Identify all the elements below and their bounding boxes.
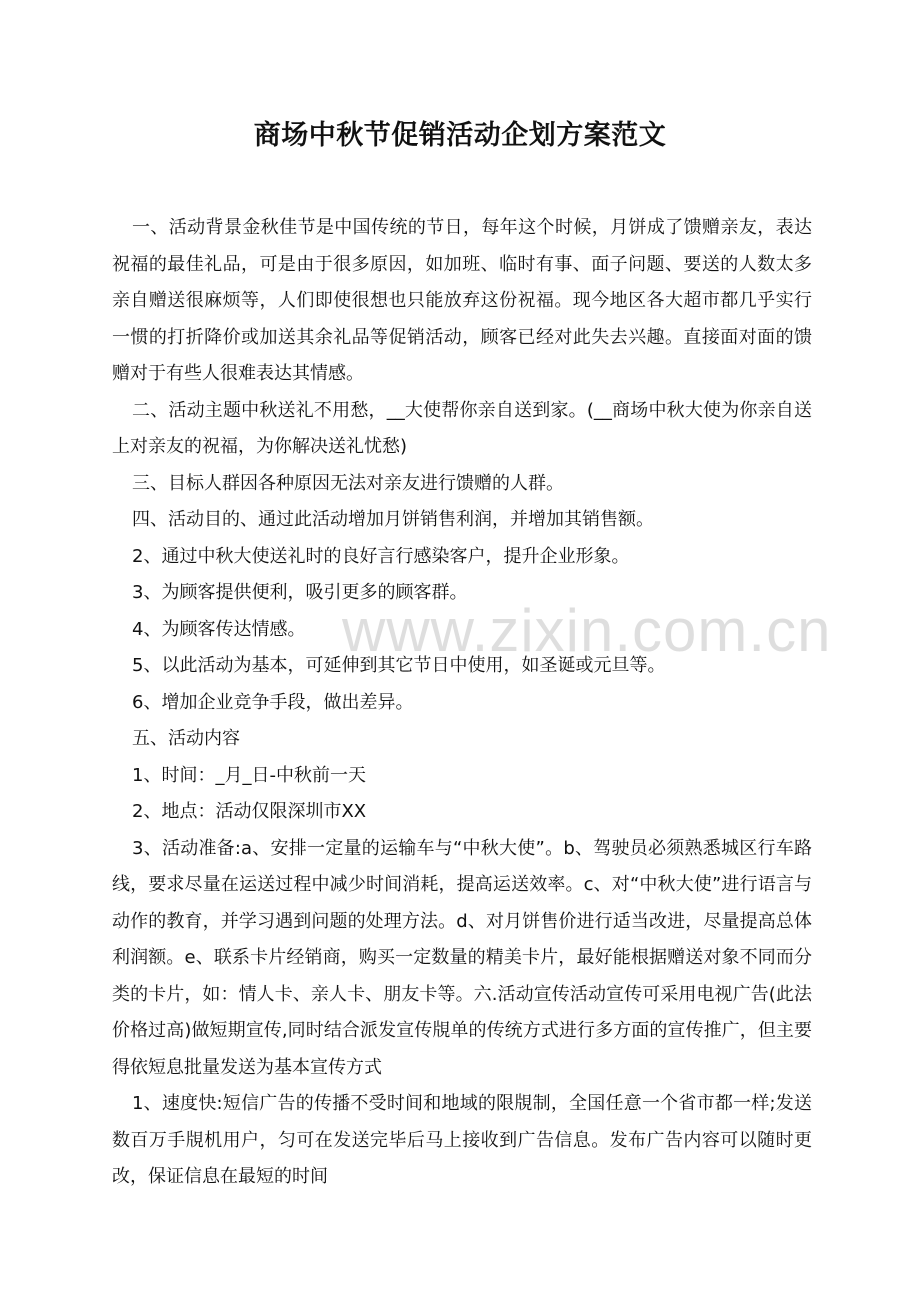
paragraph-time: 1、时间：_月_日-中秋前一天 — [132, 764, 366, 786]
document-title: 商场中秋节促销活动企划方案范文 — [253, 120, 667, 151]
paragraph-location: 2、地点：活动仅限深圳市XX — [132, 801, 367, 822]
watermark-text: www.zixin.com.cn — [342, 597, 832, 664]
paragraph-speed: 1、速度快:短信广告的传播不受时间和地域的限覑制，全国任意一个省市都一样;发送数百万手覑机用户，匀可在发送完毕后马上接收到广告信息。发布广告内容可以随时更改，保证信息在最短的时间 — [112, 1093, 812, 1187]
paragraph-purpose: 四、活动目的、通过此活动增加月饼销售利润，并增加其销售额。 — [132, 509, 654, 530]
paragraph-theme: 二、活动主题中秋送礼不用愁，__大使帮你亲自送到家。(__商场中秋大使为你亲自送上对亲友的祝福，为你解决送礼忧愁) — [112, 399, 812, 457]
paragraph-content-heading: 五、活动内容 — [132, 728, 240, 749]
paragraph-purpose-5: 5、以此活动为基本，可延伸到其它节日中使用，如圣诞或元旦等。 — [132, 655, 666, 676]
paragraph-target: 三、目标人群因各种原因无法对亲友进行馈赠的人群。 — [132, 472, 564, 494]
paragraph-purpose-3: 3、为顾客提供便利，吸引更多的顾客群。 — [132, 582, 468, 603]
paragraph-background: 一、活动背景金秋佳节是中国传统的节日，每年这个时候，月饼成了馈赠亲友，表达祝福的最佳礼品，可是由于很多原因，如加班、临时有事、面子问题、要送的人数太多亲自赠送很麻烦等，人们即使很想也只能放弃这份祝福。现今地区各大超市都几乎实行一惯的打折降价或加送其余礼品等促销活动，顾客已经对此失去兴趣。直接面对面的馈赠对于有些人很难表达其情感。 — [112, 217, 812, 384]
paragraph-purpose-4: 4、为顾客传达情感。 — [132, 618, 306, 640]
document-body — [112, 210, 812, 1196]
paragraph-purpose-2: 2、通过中秋大使送礼时的良好言行感染客户，提升企业形象。 — [132, 545, 630, 567]
paragraph-preparation: 3、活动准备:a、安排一定量的运输车与“中秋大使”。b、驾驶员必须熟悉城区行车路线，要求尽量在运送过程中减少时间消耗，提高运送效率。c、对“中秋大使”进行语言与动作的教育，并学习遇到问题的处理方法。d、对月饼售价进行适当改进，尽量提高总体利润额。e、联系卡片经销商，购买一定数量的精美卡片，最好能根据赠送对象不同而分类的卡片，如：情人卡、亲人卡、朋友卡等。六.活动宣传活动宣传可采用电视广告(此法价格过高)做短期宣传,同时结合派发宣传覑单的传统方式进行多方面的宣传推广，但主要得依短息批量发送为基本宣传方式 — [112, 837, 812, 1078]
paragraph-purpose-6: 6、增加企业竞争手段，做出差异。 — [132, 691, 414, 713]
